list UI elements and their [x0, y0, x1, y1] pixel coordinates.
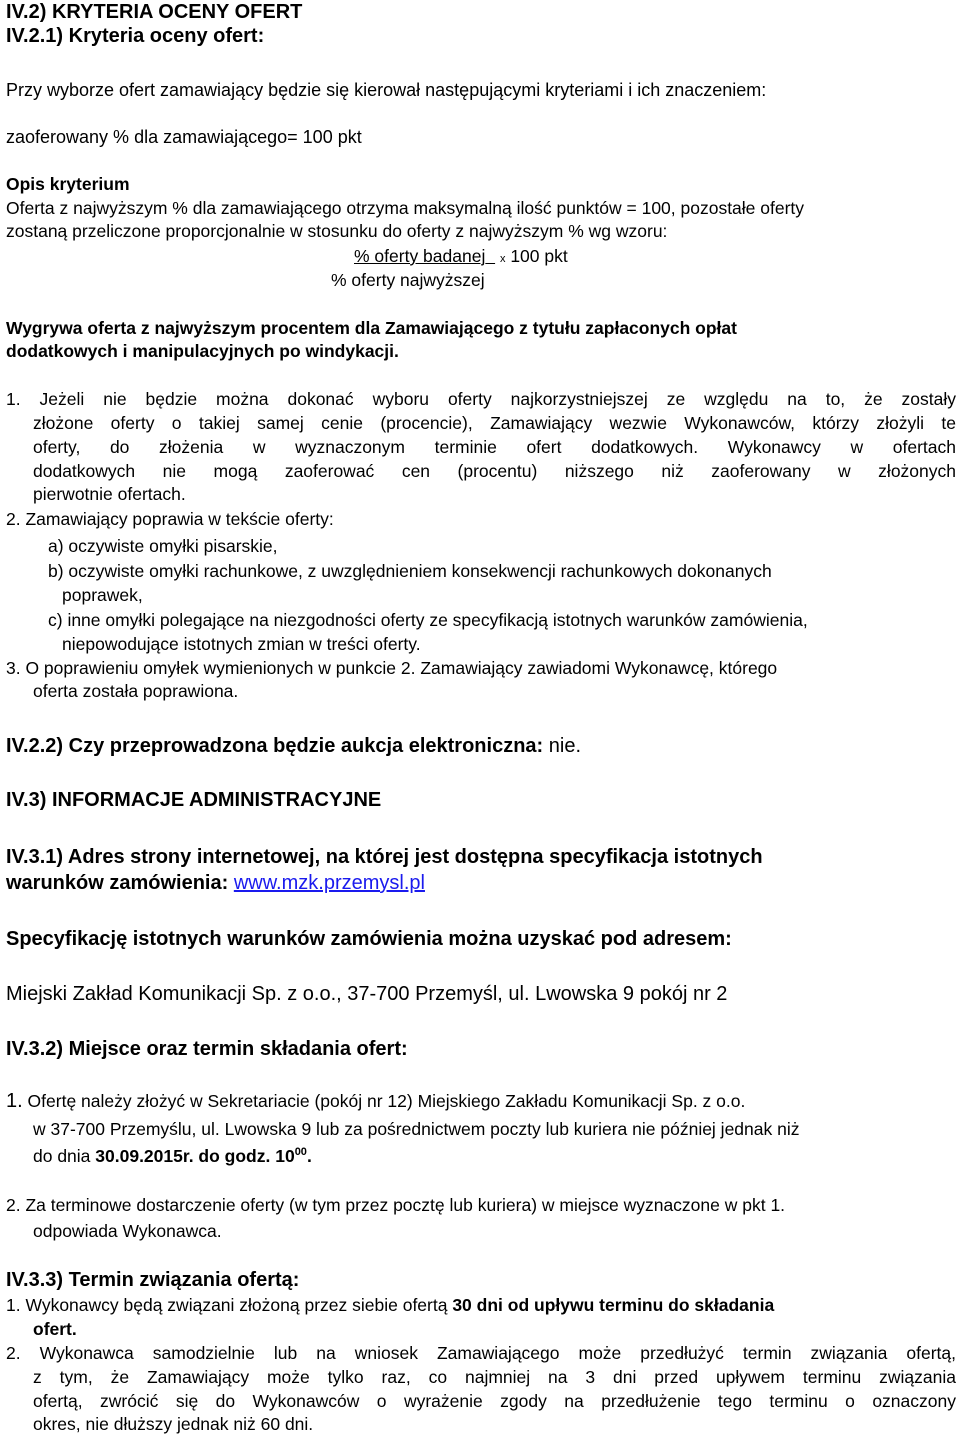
win-line-2: dodatkowych i manipulacyjnych po windykacji. — [6, 341, 399, 361]
binding-p1-line-2: ofert. — [33, 1319, 77, 1339]
formula-multiply: x — [499, 253, 506, 265]
submit-p1-text: Ofertę należy złożyć w Sekretariacie (pokój nr 12) Miejskiego Zakładu Komunikacji Sp. z o.o. — [22, 1091, 746, 1111]
opis-line-1: Oferta z najwyższym % dla zamawiającego otrzyma maksymalną ilość punktów = 100, pozostałe oferty — [6, 198, 805, 218]
spec-url-label: warunków zamówienia: — [6, 872, 234, 894]
binding-p2-line-1: 2. Wykonawca samodzielnie lub na wniosek Zamawiającego może przedłużyć termin związania ofertą, — [6, 1343, 956, 1363]
submit-deadline-prefix: do dnia — [33, 1146, 96, 1166]
section-heading-iv2: IV.2) KRYTERIA OCENY OFERT — [6, 1, 303, 23]
binding-p2-line-4: okres, nie dłuższy jednak niż 60 dni. — [33, 1414, 314, 1434]
submit-deadline: 30.09.2015r. do godz. 10 — [95, 1146, 295, 1166]
p3-line-2: oferta została poprawiona. — [33, 681, 239, 701]
p2-line-1: 2. Zamawiający poprawia w tekście oferty: — [6, 509, 334, 529]
p2-item-c-line-1: c) inne omyłki polegające na niezgodności oferty ze specyfikacją istotnych warunków zamówienia, — [48, 610, 808, 630]
submit-p2-line-2: odpowiada Wykonawca. — [33, 1221, 222, 1241]
p3-line-1: 3. O poprawieniu omyłek wymienionych w punkcie 2. Zamawiający zawiadomi Wykonawcę, którego — [6, 658, 778, 678]
p1-line-4: dodatkowych nie mogą zaoferować cen (procentu) niższego niż zaoferowany w złożonych — [33, 461, 956, 481]
submit-p1-line-3 — [33, 1145, 312, 1167]
spec-url-link[interactable]: www.mzk.przemysl.pl — [233, 872, 425, 894]
p2-item-b-line-1: b) oczywiste omyłki rachunkowe, z uwzględnieniem konsekwencji rachunkowych dokonanych — [48, 561, 772, 581]
formula-numerator-text: % oferty badanej — [354, 246, 486, 266]
submit-deadline-dot: . — [306, 1146, 312, 1166]
section-heading-iv3: IV.3) INFORMACJE ADMINISTRACYJNE — [6, 789, 382, 811]
submit-p1-line-1 — [6, 1090, 745, 1112]
p1-line-1: 1. Jeżeli nie będzie można dokonać wyboru oferty najkorzystniejszej ze względu na to, że zostały — [6, 389, 956, 409]
section-heading-iv22 — [6, 734, 581, 758]
p1-line-3: oferty, do złożenia w wyznaczonym terminie ofert dodatkowych. Wykonawcy w ofertach — [33, 437, 956, 457]
formula-points: 100 pkt — [510, 246, 568, 266]
section-heading-iv33: IV.3.3) Termin związania ofertą: — [6, 1269, 300, 1291]
section-heading-iv31-line-2 — [6, 871, 425, 895]
binding-p2-line-3: ofertą, zwrócić się do Wykonawców o wyrażenie zgody na przedłużenie tego terminu o oznaczony — [33, 1391, 956, 1411]
p2-item-b-line-2: poprawek, — [62, 585, 143, 605]
section-heading-iv32: IV.3.2) Miejsce oraz termin składania ofert: — [6, 1038, 408, 1060]
win-line-1: Wygrywa oferta z najwyższym procentem dla Zamawiającego z tytułu zapłaconych opłat — [6, 318, 737, 338]
p2-item-a: a) oczywiste omyłki pisarskie, — [48, 536, 278, 556]
p1-line-2: złożone oferty o takiej samej cenie (procencie), Zamawiający wezwie Wykonawców, którzy złożyli te — [33, 413, 956, 433]
section-heading-iv21: IV.2.1) Kryteria oceny ofert: — [6, 25, 265, 47]
spec-address: Miejski Zakład Komunikacji Sp. z o.o., 37-700 Przemyśl, ul. Lwowska 9 pokój nr 2 — [6, 983, 728, 1005]
criterion-text: zaoferowany % dla zamawiającego= 100 pkt — [6, 127, 362, 147]
p1-line-5: pierwotnie ofertach. — [33, 484, 186, 504]
submit-deadline-minutes: 00 — [294, 1146, 307, 1159]
p2-item-c-line-2: niepowodujące istotnych zmian w treści oferty. — [62, 634, 421, 654]
binding-p2-line-2: z tym, że Zamawiający może tylko raz, co najmniej na 3 dni przed upływem terminu związania — [33, 1367, 956, 1387]
formula-numerator — [354, 245, 568, 270]
spec-address-heading: Specyfikację istotnych warunków zamówienia można uzyskać pod adresem: — [6, 928, 732, 950]
submit-p1-number: 1. — [6, 1090, 23, 1112]
opis-title: Opis kryterium — [6, 174, 130, 194]
auction-answer: nie. — [543, 735, 582, 757]
opis-line-2: zostaną przeliczone proporcjonalnie w stosunku do oferty z najwyższym % wg wzoru: — [6, 221, 668, 241]
auction-question: IV.2.2) Czy przeprowadzona będzie aukcja elektroniczna: — [6, 735, 544, 757]
intro-text: Przy wyborze ofert zamawiający będzie się kierował następującymi kryteriami i ich znaczeniem: — [6, 80, 767, 100]
submit-p2-line-1: 2. Za terminowe dostarczenie oferty (w tym przez pocztę lub kuriera) w miejsce wyznaczone w pkt 1. — [6, 1195, 786, 1215]
binding-p1-text: 1. Wykonawcy będą związani złożoną przez siebie ofertą — [6, 1295, 453, 1315]
binding-p1-period: 30 dni od upływu terminu do składania — [452, 1295, 775, 1315]
binding-p1-line-1 — [6, 1294, 774, 1316]
section-heading-iv31-line-1: IV.3.1) Adres strony internetowej, na której jest dostępna specyfikacja istotnych — [6, 846, 763, 868]
formula-denominator: % oferty najwyższej — [331, 270, 485, 290]
submit-p1-line-2: w 37-700 Przemyślu, ul. Lwowska 9 lub za pośrednictwem poczty lub kuriera nie później jednak niż — [33, 1119, 800, 1139]
